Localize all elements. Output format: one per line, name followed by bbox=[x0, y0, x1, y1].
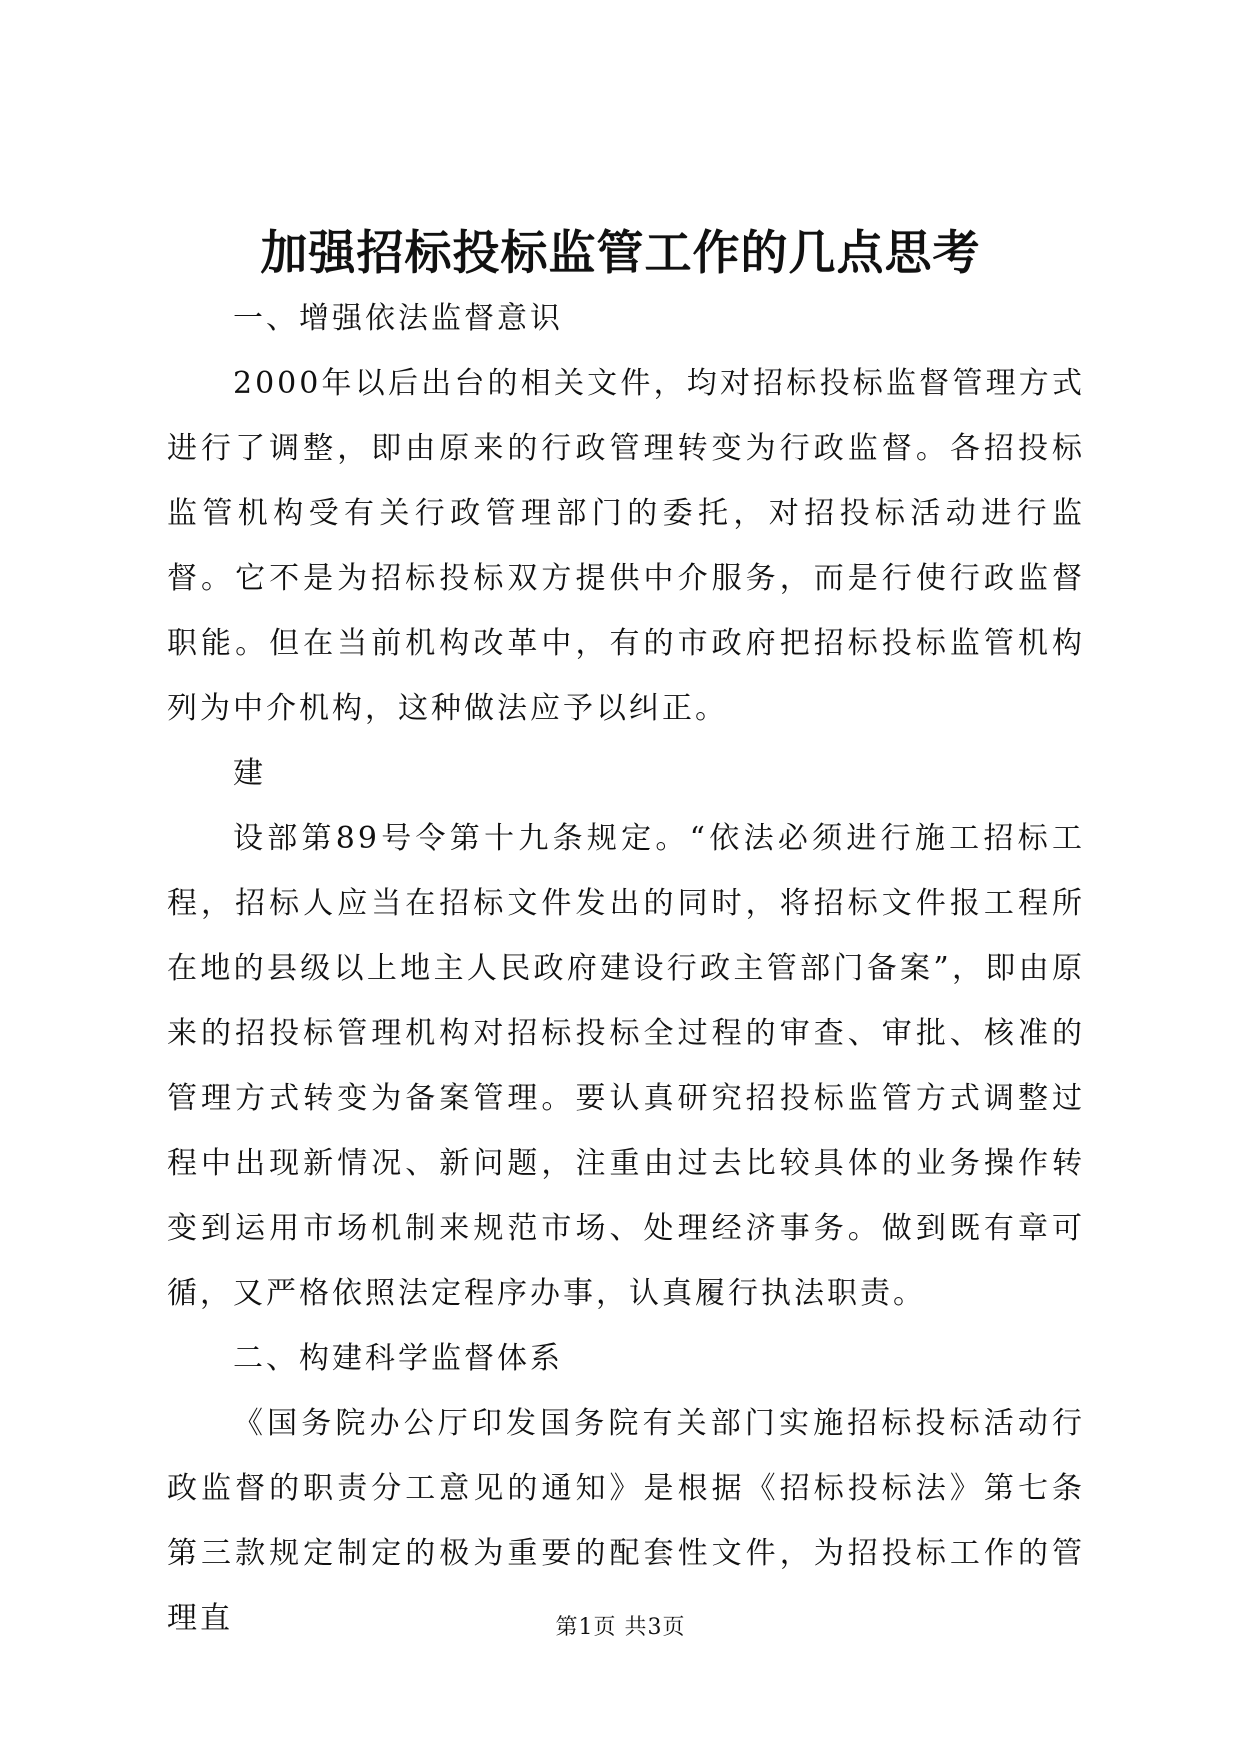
section-heading-2: 二、构建科学监督体系 bbox=[233, 1341, 563, 1376]
body-paragraph: 2000年以后出台的相关文件，均对招标投标监督管理方式进行了调整，即由原来的行政管理转变为行政监督。各招投标监管机构受有关行政管理部门的委托，对招投标活动进行监督。它不是为招标投标双方提供中介服务，而是行使行政监督职能。但在当前机构改革中，有的市政府把招标投标监管机构列为中介机构，这种做法应予以纠正。 bbox=[167, 366, 1085, 726]
body-paragraph: 设部第89号令第十九条规定。“依法必须进行施工招标工程，招标人应当在招标文件发出的同时，将招标文件报工程所在地的县级以上地主人民政府建设行政主管部门备案”，即由原来的招投标管理机构对招标投标全过程的审查、审批、核准的管理方式转变为备案管理。要认真研究招投标监管方式调整过程中出现新情况、新问题，注重由过去比较具体的业务操作转变到运用市场机制来规范市场、处理经济事务。做到既有章可循，又严格依照法定程序办事，认真履行执法职责。 bbox=[167, 821, 1085, 1311]
document-body bbox=[167, 286, 1085, 1651]
body-paragraph: 《国务院办公厅印发国务院有关部门实施招标投标活动行政监督的职责分工意见的通知》是根据《招标投标法》第七条第三款规定制定的极为重要的配套性文件，为招投标工作的管理直 bbox=[167, 1406, 1085, 1636]
body-paragraph: 建 bbox=[233, 756, 266, 791]
document-title: 加强招标投标监管工作的几点思考 bbox=[260, 226, 981, 281]
page-footer: 第1页 共3页 bbox=[555, 1615, 686, 1640]
section-heading-1: 一、增强依法监督意识 bbox=[233, 301, 563, 336]
